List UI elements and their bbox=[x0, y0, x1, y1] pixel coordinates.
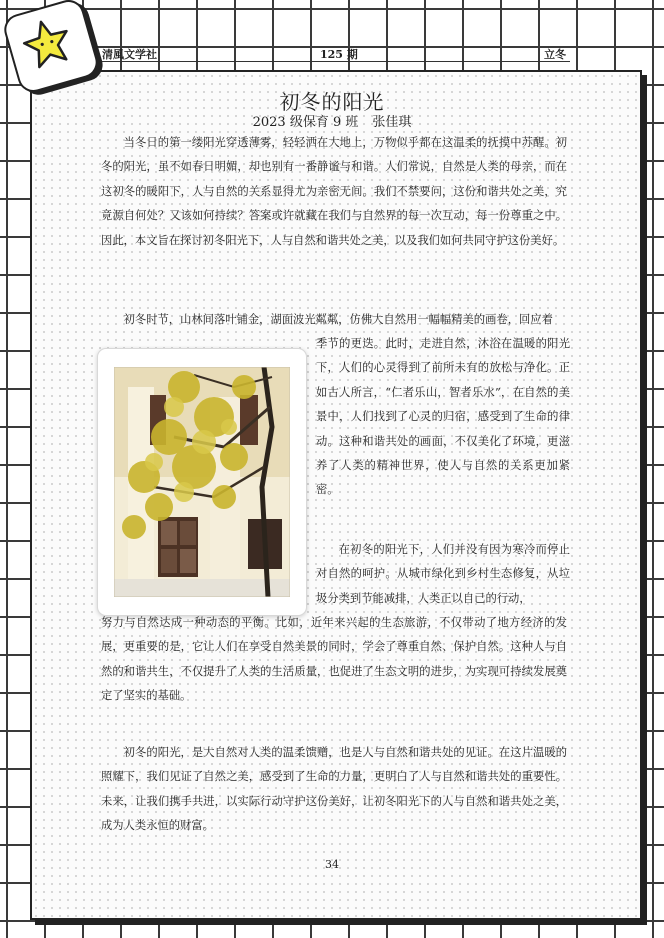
ginkgo-tree-photo bbox=[114, 367, 290, 597]
article-byline bbox=[0, 111, 664, 130]
author-class: 2023 级保育 9 班 bbox=[252, 115, 359, 130]
page-number: 34 bbox=[325, 858, 339, 871]
page-header bbox=[94, 40, 570, 62]
star-icon bbox=[15, 11, 79, 75]
article-title: 初冬的阳光 bbox=[279, 90, 385, 114]
header-issue: 125 期 bbox=[320, 48, 358, 61]
paragraph-2-start: 初冬时节，山林间落叶铺金，湖面波光粼粼，仿佛大自然用一幅幅精美的画卷，回应着 bbox=[123, 313, 553, 326]
paragraph-3-continued: 努力与自然达成一种动态的平衡。比如，近年来兴起的生态旅游，不仅带动了地方经济的发展，更重要的是，它让人们在享受自然美景的同时，学会了尊重自然、保护自然。这种人与自然的和谐共生，不仅提升了人类的生活质量，也促进了生态文明的进步，为实现可持续发展奠定了坚实的基础。 bbox=[101, 616, 567, 703]
author-name: 张佳琪 bbox=[372, 115, 412, 130]
paragraph-3-start: 在初冬的阳光下，人们并没有因为寒冷而停止对自然的呵护。从城市绿化到乡村生态修复，从垃圾分类到节能减排，人类正以自己的行动， bbox=[316, 543, 570, 605]
paragraph-2-continued: 季节的更迭。此时，走进自然，沐浴在温暖的阳光下，人们的心灵得到了前所未有的放松与净化。正如古人所言，“仁者乐山，智者乐水”，在自然的美景中，人们找到了心灵的归宿，感受到了生命的律动。这种和谐共处的画面，不仅美化了环境，更滋养了人类的精神世界，使人与自然的关系更加紧密。 bbox=[316, 337, 570, 497]
header-club-name: 清風文学社 bbox=[102, 48, 157, 61]
paragraph-1: 当冬日的第一缕阳光穿透薄雾，轻轻洒在大地上，万物似乎都在这温柔的抚摸中苏醒。初冬的阳光，虽不如春日明媚，却也别有一番静谧与和谐。人们常说，自然是人类的母亲，而在这初冬的暖阳下，人与自然的关系显得尤为亲密无间。我们不禁要问，这份和谐共处之美，究竟源自何处？又该如何持续？答案或许就藏在我们与自然界的每一次互动，每一份尊重之中。因此，本文旨在探讨初冬阳光下，人与自然和谐共处之美，以及我们如何共同守护这份美好。 bbox=[101, 136, 567, 247]
header-rule bbox=[94, 61, 570, 62]
photo-frame bbox=[97, 348, 307, 616]
header-season: 立冬 bbox=[544, 48, 566, 61]
paragraph-4: 初冬的阳光，是大自然对人类的温柔馈赠，也是人与自然和谐共处的见证。在这片温暖的照耀下，我们见证了自然之美，感受到了生命的力量，更明白了人与自然和谐共处的重要性。未来，让我们携手共进，以实际行动守护这份美好，让初冬阳光下的人与自然和谐共处之美，成为人类永恒的财富。 bbox=[101, 746, 567, 833]
